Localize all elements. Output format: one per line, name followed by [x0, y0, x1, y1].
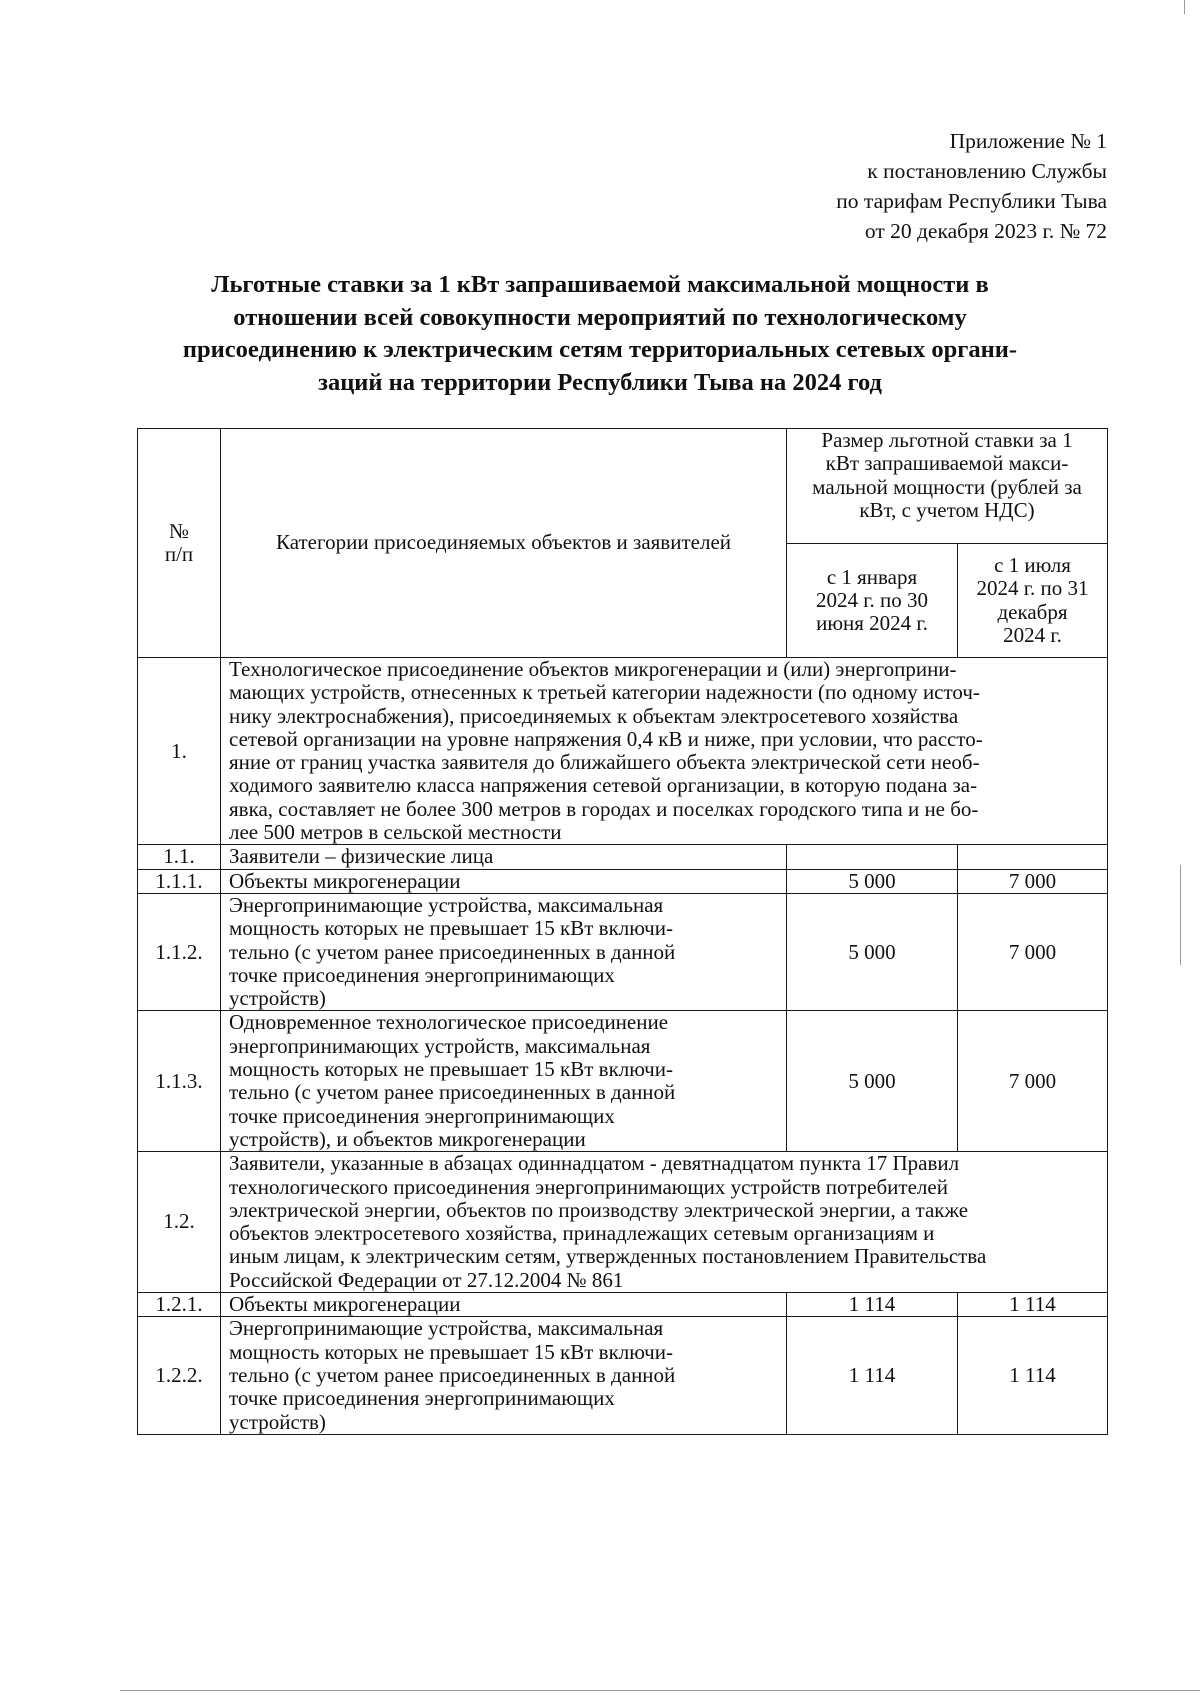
title-line: отношении всей совокупности мероприятий по технологическому — [233, 303, 967, 331]
rate-second-half: 7 000 — [958, 869, 1108, 893]
document-title — [100, 269, 1100, 399]
table-row — [138, 1152, 1108, 1293]
appendix-line: к постановлению Службы — [867, 159, 1107, 183]
row-category: Заявители – физические лица — [221, 845, 787, 869]
rate-first-half: 1 114 — [787, 1293, 958, 1317]
header-period-first-half: с 1 января 2024 г. по 30 июня 2024 г. — [787, 544, 958, 658]
rate-second-half: 7 000 — [958, 1011, 1108, 1152]
row-number: 1.2. — [138, 1152, 221, 1293]
rate-first-half — [787, 845, 958, 869]
header-period-second-half: с 1 июля 2024 г. по 31 декабря 2024 г. — [958, 544, 1108, 658]
table-row — [138, 1317, 1108, 1434]
rate-second-half: 1 114 — [958, 1317, 1108, 1434]
appendix-line: от 20 декабря 2023 г. № 72 — [864, 219, 1107, 243]
section-description: Заявители, указанные в абзацах одиннадцатом - девятнадцатом пункта 17 Правил технологического присоединения энергопринимающих устройств потребителей электрической энергии, объектов по производству электрической энергии, а также объектов электросетевого хозяйства, принадлежащих сетевым организациям и иным лицам, к электрическим сетям, утвержденных постановлением Правительства Российской Федерации от 27.12.2004 № 861 — [221, 1152, 1108, 1293]
scan-artifact — [1184, 0, 1185, 14]
rate-second-half: 7 000 — [958, 893, 1108, 1010]
scan-artifact — [1180, 865, 1181, 965]
rate-first-half: 1 114 — [787, 1317, 958, 1434]
appendix-line: Приложение № 1 — [949, 129, 1107, 153]
table-row — [138, 869, 1108, 893]
row-number: 1.2.1. — [138, 1293, 221, 1317]
title-line: Льготные ставки за 1 кВт запрашиваемой максимальной мощности в — [211, 271, 989, 298]
rate-first-half: 5 000 — [787, 869, 958, 893]
row-category: Энергопринимающие устройства, максимальная мощность которых не превышает 15 кВт включи- тельно (с учетом ранее присоединенных в данной точке присоединения энергопринимающих устройств) — [221, 1317, 787, 1434]
row-number: 1.1.1. — [138, 869, 221, 893]
rate-second-half — [958, 845, 1108, 869]
rate-first-half: 5 000 — [787, 893, 958, 1010]
row-number: 1. — [138, 658, 221, 845]
rates-table — [137, 428, 1108, 1435]
header-number: № п/п — [138, 429, 221, 658]
appendix-reference — [836, 126, 1107, 246]
rate-first-half: 5 000 — [787, 1011, 958, 1152]
table-row — [138, 1011, 1108, 1152]
table-row — [138, 893, 1108, 1010]
row-category: Объекты микрогенерации — [221, 1293, 787, 1317]
row-number: 1.1.2. — [138, 893, 221, 1010]
row-category: Одновременное технологическое присоединение энергопринимающих устройств, максимальная мощность которых не превышает 15 кВт включи- тельно (с учетом ранее присоединенных в данной точке присоединения энергопринимающих устройств), и объектов микрогенерации — [221, 1011, 787, 1152]
row-category: Объекты микрогенерации — [221, 869, 787, 893]
row-category: Энергопринимающие устройства, максимальная мощность которых не превышает 15 кВт включи- тельно (с учетом ранее присоединенных в данной точке присоединения энергопринимающих устройств) — [221, 893, 787, 1010]
header-category: Категории присоединяемых объектов и заявителей — [221, 429, 787, 658]
rate-second-half: 1 114 — [958, 1293, 1108, 1317]
table-row — [138, 658, 1108, 845]
scan-artifact — [120, 1690, 1200, 1691]
title-line: заций на территории Республики Тыва на 2024 год — [318, 368, 882, 396]
title-line: присоединению к электрическим сетям территориальных сетевых органи- — [182, 336, 1018, 363]
header-rate-size: Размер льготной ставки за 1 кВт запрашиваемой макси- мальной мощности (рублей за кВт, с учетом НДС) — [787, 429, 1108, 544]
table-row — [138, 1293, 1108, 1317]
table-row — [138, 845, 1108, 869]
appendix-line: по тарифам Республики Тыва — [836, 189, 1107, 213]
table-header-row — [138, 429, 1108, 544]
section-description: Технологическое присоединение объектов микрогенерации и (или) энергоприни- мающих устройств, отнесенных к третьей категории надежности (по одному источ- нику электроснабжения), присоединяемых к объектам электросетевого хозяйства сетевой организации на уровне напряжения 0,4 кВ и ниже, при условии, что рассто- яние от границ участка заявителя до ближайшего объекта электрической сети необ- ходимого заявителю класса напряжения сетевой организации, в которую подана за- явка, составляет не более 300 метров в городах и поселках городского типа и не бо- лее 500 метров в сельской местности — [221, 658, 1108, 845]
row-number: 1.2.2. — [138, 1317, 221, 1434]
row-number: 1.1.3. — [138, 1011, 221, 1152]
row-number: 1.1. — [138, 845, 221, 869]
